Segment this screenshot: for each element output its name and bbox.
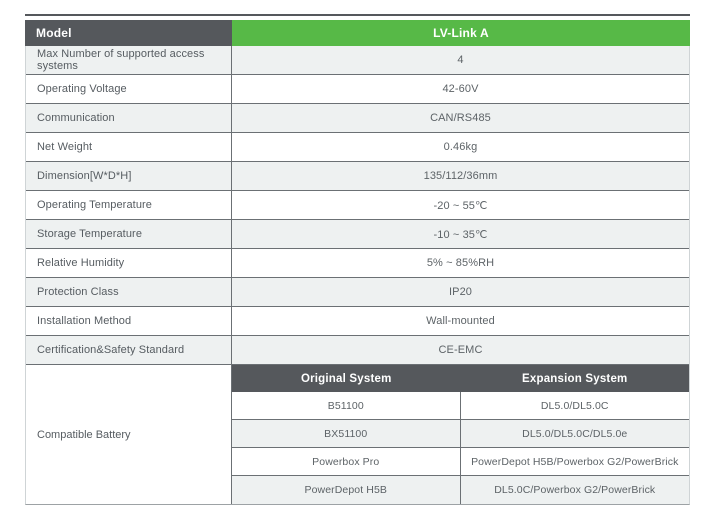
table-row [26, 278, 689, 307]
row-label: Protection Class [26, 278, 232, 306]
compatibility-row [232, 448, 689, 476]
original-system-value: B51100 [232, 392, 461, 419]
model-header-label: Model [25, 20, 232, 46]
table-row [26, 307, 689, 336]
row-value: CAN/RS485 [430, 112, 491, 124]
original-system-value: Powerbox Pro [232, 448, 461, 475]
row-value: 4 [457, 54, 464, 66]
compatible-battery-section [25, 365, 690, 505]
compatibility-subtable [232, 365, 689, 504]
row-label: Storage Temperature [26, 220, 232, 248]
row-label: Max Number of supported access systems [26, 46, 232, 74]
row-value: 42-60V [442, 83, 479, 95]
product-spec-table [25, 14, 690, 505]
compatible-battery-label: Compatible Battery [26, 365, 232, 504]
compatibility-row [232, 476, 689, 504]
row-value: 0.46kg [443, 141, 478, 153]
table-header-row [25, 20, 690, 46]
row-value: CE-EMC [438, 344, 483, 356]
table-row [26, 220, 689, 249]
original-system-value: PowerDepot H5B [232, 476, 461, 504]
row-value: -10 ~ 35℃ [433, 228, 488, 241]
original-system-header: Original System [300, 372, 392, 385]
expansion-system-value: PowerDepot H5B/Powerbox G2/PowerBrick [471, 455, 679, 468]
spec-rows [25, 46, 690, 365]
row-label: Operating Temperature [26, 191, 232, 219]
row-label: Communication [26, 104, 232, 132]
compatibility-row [232, 420, 689, 448]
row-value: Wall-mounted [426, 315, 495, 327]
row-label: Relative Humidity [26, 249, 232, 277]
expansion-system-header: Expansion System [522, 372, 628, 385]
row-value: 135/112/36mm [423, 170, 498, 182]
table-top-rule [25, 14, 690, 16]
row-label: Net Weight [26, 133, 232, 161]
table-row [26, 162, 689, 191]
model-header-value: LV-Link A [232, 20, 690, 46]
row-label: Installation Method [26, 307, 232, 335]
expansion-system-value: DL5.0/DL5.0C/DL5.0e [522, 427, 628, 440]
original-system-value: BX51100 [232, 420, 461, 447]
row-label: Operating Voltage [26, 75, 232, 103]
row-value: -20 ~ 55℃ [433, 199, 488, 212]
table-row [26, 133, 689, 162]
compatibility-header-row [232, 365, 689, 392]
table-row [26, 336, 689, 365]
expansion-system-value: DL5.0/DL5.0C [540, 399, 609, 412]
compatibility-row [232, 392, 689, 420]
expansion-system-value: DL5.0C/Powerbox G2/PowerBrick [494, 484, 656, 496]
table-row [26, 46, 689, 75]
row-value: 5% ~ 85%RH [426, 257, 495, 269]
row-label: Dimension[W*D*H] [26, 162, 232, 190]
row-value: IP20 [448, 286, 473, 298]
row-label: Certification&Safety Standard [26, 336, 232, 364]
table-row [26, 104, 689, 133]
table-row [26, 249, 689, 278]
table-row [26, 75, 689, 104]
table-row [26, 191, 689, 220]
